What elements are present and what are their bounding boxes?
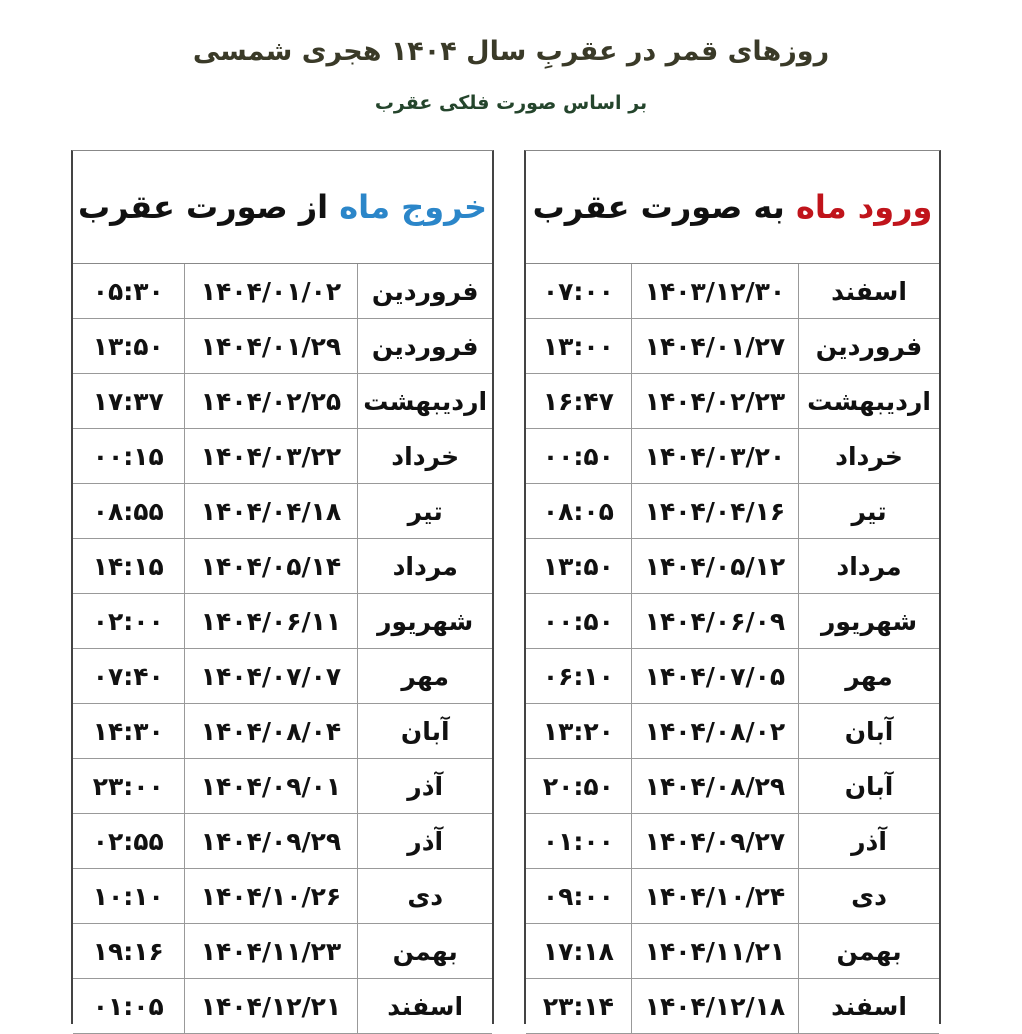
date-cell: ۱۴۰۴/۰۶/۱۱	[184, 594, 358, 649]
date-cell: ۱۴۰۴/۰۷/۰۵	[631, 649, 798, 704]
table-row	[73, 484, 492, 539]
date-cell: ۱۴۰۴/۰۳/۲۲	[184, 429, 358, 484]
month-cell: آذر	[358, 814, 492, 869]
time-cell: ۰۱:۰۵	[73, 979, 184, 1034]
table-row	[526, 924, 939, 979]
month-cell: آبان	[799, 704, 939, 759]
time-cell: ۱۶:۴۷	[526, 374, 631, 429]
table-row	[73, 319, 492, 374]
month-cell: دی	[799, 869, 939, 924]
moon-entry-table-panel	[524, 150, 941, 1024]
exit-heading-highlight: خروج ماه	[339, 188, 488, 226]
time-cell: ۰۰:۵۰	[526, 594, 631, 649]
table-row	[526, 264, 939, 319]
month-cell: خرداد	[799, 429, 939, 484]
time-cell: ۲۳:۰۰	[73, 759, 184, 814]
table-row	[73, 374, 492, 429]
time-cell: ۰۷:۰۰	[526, 264, 631, 319]
table-row	[526, 814, 939, 869]
time-cell: ۰۶:۱۰	[526, 649, 631, 704]
time-cell: ۰۰:۵۰	[526, 429, 631, 484]
page-title: روزهای قمر در عقربِ سال ۱۴۰۴ هجری شمسی	[192, 36, 830, 67]
time-cell: ۰۸:۰۵	[526, 484, 631, 539]
date-cell: ۱۴۰۴/۰۱/۰۲	[184, 264, 358, 319]
month-cell: مرداد	[799, 539, 939, 594]
time-cell: ۲۳:۱۴	[526, 979, 631, 1034]
date-cell: ۱۴۰۴/۱۲/۱۸	[631, 979, 798, 1034]
date-cell: ۱۴۰۴/۰۲/۲۳	[631, 374, 798, 429]
time-cell: ۰۲:۰۰	[73, 594, 184, 649]
entry-table	[526, 264, 939, 1034]
time-cell: ۰۹:۰۰	[526, 869, 631, 924]
date-cell: ۱۴۰۴/۰۹/۲۷	[631, 814, 798, 869]
month-cell: فروردین	[358, 319, 492, 374]
month-cell: اسفند	[799, 979, 939, 1034]
table-row	[526, 649, 939, 704]
time-cell: ۱۷:۳۷	[73, 374, 184, 429]
month-cell: تیر	[799, 484, 939, 539]
month-cell: مهر	[799, 649, 939, 704]
month-cell: فروردین	[799, 319, 939, 374]
time-cell: ۰۰:۱۵	[73, 429, 184, 484]
time-cell: ۱۳:۲۰	[526, 704, 631, 759]
table-row	[73, 649, 492, 704]
date-cell: ۱۴۰۴/۰۸/۰۲	[631, 704, 798, 759]
time-cell: ۰۸:۵۵	[73, 484, 184, 539]
table-row	[526, 429, 939, 484]
date-cell: ۱۴۰۴/۰۴/۱۶	[631, 484, 798, 539]
month-cell: شهریور	[358, 594, 492, 649]
exit-heading-rest: از صورت عقرب	[77, 188, 329, 226]
date-cell: ۱۴۰۴/۰۵/۱۴	[184, 539, 358, 594]
month-cell: آبان	[358, 704, 492, 759]
time-cell: ۲۰:۵۰	[526, 759, 631, 814]
page-subtitle: بر اساس صورت فلکی عقرب	[374, 92, 648, 114]
month-cell: بهمن	[358, 924, 492, 979]
table-row	[526, 979, 939, 1034]
table-row	[73, 704, 492, 759]
time-cell: ۱۴:۳۰	[73, 704, 184, 759]
date-cell: ۱۴۰۴/۱۰/۲۴	[631, 869, 798, 924]
table-row	[73, 539, 492, 594]
exit-table	[73, 264, 492, 1034]
table-row	[73, 869, 492, 924]
table-row	[73, 759, 492, 814]
date-cell: ۱۴۰۴/۰۸/۰۴	[184, 704, 358, 759]
date-cell: ۱۴۰۴/۰۳/۲۰	[631, 429, 798, 484]
table-row	[526, 484, 939, 539]
month-cell: مرداد	[358, 539, 492, 594]
time-cell: ۰۷:۴۰	[73, 649, 184, 704]
time-cell: ۱۹:۱۶	[73, 924, 184, 979]
month-cell: خرداد	[358, 429, 492, 484]
month-cell: دی	[358, 869, 492, 924]
date-cell: ۱۴۰۴/۰۸/۲۹	[631, 759, 798, 814]
table-row	[73, 429, 492, 484]
entry-table-heading	[526, 151, 939, 264]
table-row	[526, 704, 939, 759]
date-cell: ۱۴۰۴/۱۰/۲۶	[184, 869, 358, 924]
date-cell: ۱۴۰۴/۰۲/۲۵	[184, 374, 358, 429]
month-cell: اسفند	[358, 979, 492, 1034]
entry-heading-highlight: ورود ماه	[795, 188, 933, 226]
table-row	[73, 264, 492, 319]
time-cell: ۱۳:۵۰	[526, 539, 631, 594]
month-cell: آذر	[358, 759, 492, 814]
table-row	[526, 869, 939, 924]
date-cell: ۱۴۰۴/۰۹/۰۱	[184, 759, 358, 814]
table-row	[526, 759, 939, 814]
date-cell: ۱۴۰۴/۰۱/۲۹	[184, 319, 358, 374]
month-cell: تیر	[358, 484, 492, 539]
date-cell: ۱۴۰۳/۱۲/۳۰	[631, 264, 798, 319]
date-cell: ۱۴۰۴/۰۱/۲۷	[631, 319, 798, 374]
date-cell: ۱۴۰۴/۰۵/۱۲	[631, 539, 798, 594]
time-cell: ۰۲:۵۵	[73, 814, 184, 869]
time-cell: ۱۳:۰۰	[526, 319, 631, 374]
table-row	[526, 319, 939, 374]
time-cell: ۰۵:۳۰	[73, 264, 184, 319]
time-cell: ۱۷:۱۸	[526, 924, 631, 979]
month-cell: آذر	[799, 814, 939, 869]
time-cell: ۱۳:۵۰	[73, 319, 184, 374]
time-cell: ۱۴:۱۵	[73, 539, 184, 594]
table-row	[73, 924, 492, 979]
date-cell: ۱۴۰۴/۰۹/۲۹	[184, 814, 358, 869]
entry-heading-rest: به صورت عقرب	[532, 188, 785, 226]
time-cell: ۱۰:۱۰	[73, 869, 184, 924]
month-cell: آبان	[799, 759, 939, 814]
month-cell: مهر	[358, 649, 492, 704]
date-cell: ۱۴۰۴/۱۱/۲۳	[184, 924, 358, 979]
month-cell: اردیبهشت	[799, 374, 939, 429]
exit-table-heading	[73, 151, 492, 264]
month-cell: بهمن	[799, 924, 939, 979]
date-cell: ۱۴۰۴/۱۲/۲۱	[184, 979, 358, 1034]
month-cell: اردیبهشت	[358, 374, 492, 429]
table-row	[526, 539, 939, 594]
date-cell: ۱۴۰۴/۰۷/۰۷	[184, 649, 358, 704]
time-cell: ۰۱:۰۰	[526, 814, 631, 869]
table-row	[73, 594, 492, 649]
month-cell: فروردین	[358, 264, 492, 319]
date-cell: ۱۴۰۴/۱۱/۲۱	[631, 924, 798, 979]
month-cell: اسفند	[799, 264, 939, 319]
table-row	[73, 979, 492, 1034]
table-row	[73, 814, 492, 869]
moon-exit-table-panel	[71, 150, 494, 1024]
date-cell: ۱۴۰۴/۰۶/۰۹	[631, 594, 798, 649]
date-cell: ۱۴۰۴/۰۴/۱۸	[184, 484, 358, 539]
table-row	[526, 594, 939, 649]
table-row	[526, 374, 939, 429]
month-cell: شهریور	[799, 594, 939, 649]
